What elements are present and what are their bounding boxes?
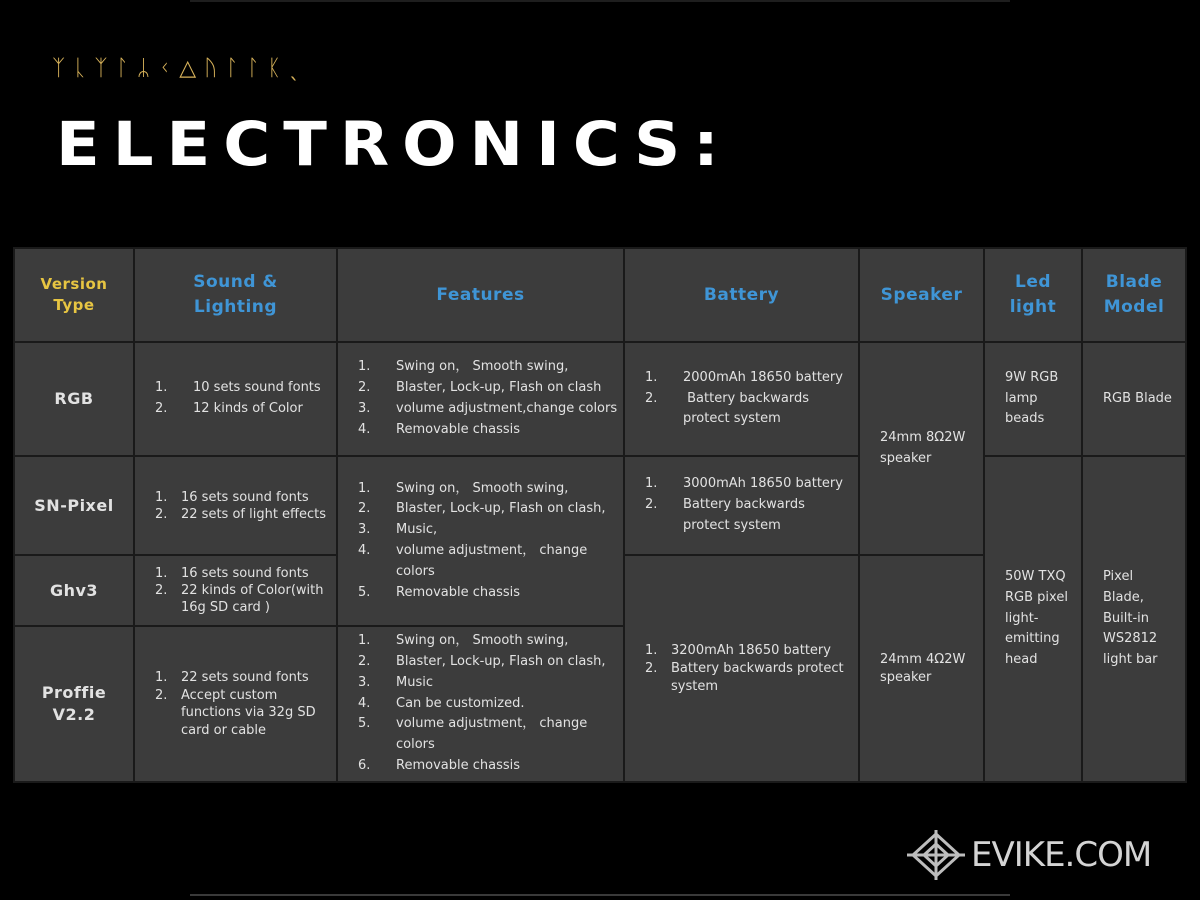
evike-logo (905, 830, 1151, 880)
version-ghv3: Ghv3 (14, 555, 134, 626)
glyph: ᚳ (73, 56, 89, 81)
glyph: ᛉ (94, 56, 110, 81)
sound-snpixel: 1. 16 sets sound fonts 2. 22 sets of light effects (134, 456, 337, 555)
sound-ghv3: 1. 16 sets sound fonts 2. 22 kinds of Color(with 16g SD card ) (134, 555, 337, 626)
header-speaker: Speaker (859, 248, 984, 342)
header-features: Features (337, 248, 624, 342)
table-row-rgb (14, 342, 1186, 456)
glyph: ᛕ (267, 56, 283, 81)
header-blade-model: Blade Model (1082, 248, 1186, 342)
battery-snpixel: 1. 3000mAh 18650 battery 2. Battery backwards protect system (624, 456, 859, 555)
glyph: △ (179, 56, 199, 81)
glyph: ᛉ (52, 56, 68, 81)
led-rgb: 9W RGB lamp beads (984, 342, 1082, 456)
glyph: ᛦ (136, 56, 153, 81)
header-battery: Battery (624, 248, 859, 342)
version-rgb: RGB (14, 342, 134, 456)
alien-glyph-text (52, 56, 302, 81)
top-divider (190, 0, 1010, 2)
electronics-spec-table (13, 247, 1187, 783)
header-sound-lighting: Sound & Lighting (134, 248, 337, 342)
battery-ghv3-proffie: 1. 3200mAh 18650 battery 2. Battery backwards protect system (624, 555, 859, 782)
features-rgb: 1. Swing on， Smooth swing, 2. Blaster, Lock-up, Flash on clash 3. volume adjustment,change colors 4. Removable chassis (337, 342, 624, 456)
table-row-snpixel (14, 456, 1186, 555)
speaker-ghv3-proffie: 24mm 4Ω2W speaker (859, 555, 984, 782)
page-title: ELECTRONICS: (56, 109, 732, 181)
glyph: ᚲ (158, 56, 174, 81)
speaker-rgb-sn: 24mm 8Ω2W speaker (859, 342, 984, 555)
bottom-divider (190, 894, 1010, 896)
led-pixel: 50W TXQ RGB pixel light- emitting head (984, 456, 1082, 782)
logo-text: EVIKE.COM (971, 835, 1152, 875)
glyph: ᚢ (204, 56, 220, 81)
version-proffie: Proffie V2.2 (14, 626, 134, 782)
sound-rgb: 1. 10 sets sound fonts 2. 12 kinds of Color (134, 342, 337, 456)
glyph: ᛚ (246, 56, 262, 81)
table-header-row (14, 248, 1186, 342)
sound-proffie: 1. 22 sets sound fonts 2. Accept custom functions via 32g SD card or cable (134, 626, 337, 782)
header-led-light: Led light (984, 248, 1082, 342)
header-version-type: Version Type (14, 248, 134, 342)
glyph: ᛚ (225, 56, 241, 81)
features-sn-ghv3: 1. Swing on， Smooth swing, 2. Blaster, Lock-up, Flash on clash, 3. Music, 4. volume adjustment， change colors 5. Removable chassis (337, 456, 624, 626)
evike-emblem-icon (905, 830, 967, 880)
blade-pixel: Pixel Blade, Built-in WS2812 light bar (1082, 456, 1186, 782)
blade-rgb: RGB Blade (1082, 342, 1186, 456)
glyph: ᛚ (115, 56, 131, 81)
version-snpixel: SN-Pixel (14, 456, 134, 555)
features-proffie: 1. Swing on， Smooth swing, 2. Blaster, Lock-up, Flash on clash, 3. Music 4. Can be customized. 5. volume adjustment， change colors 6. Removable chassis (337, 626, 624, 782)
glyph: ˎ (288, 56, 302, 81)
battery-rgb: 1. 2000mAh 18650 battery 2. Battery backwards protect system (624, 342, 859, 456)
